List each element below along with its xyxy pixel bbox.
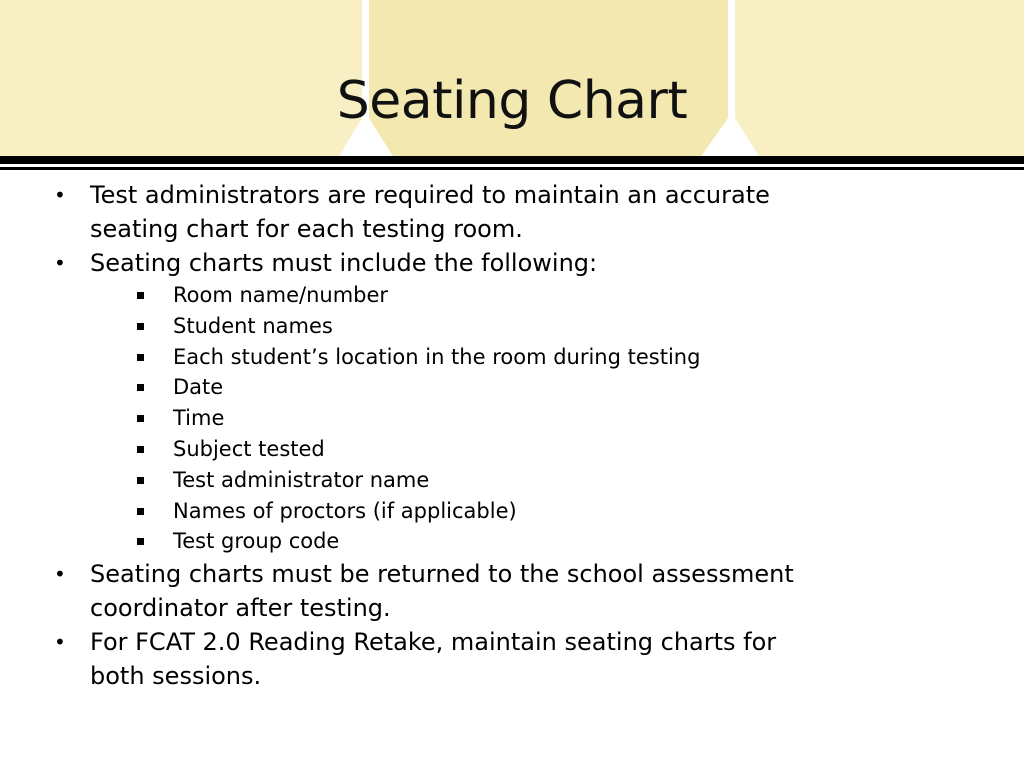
- bullet-list: [0, 178, 1024, 693]
- square-bullet-icon: [137, 354, 144, 361]
- bullet-text: Names of proctors (if applicable): [173, 498, 517, 523]
- sub-bullet-item: [0, 403, 873, 434]
- sub-bullet-item: [0, 342, 873, 373]
- title-rule-thick: [0, 156, 1024, 164]
- round-bullet-icon: •: [54, 251, 66, 275]
- square-bullet-icon: [137, 292, 144, 299]
- bullet-item: [0, 178, 830, 246]
- sub-bullet-item: [0, 526, 873, 557]
- page-title: Seating Chart: [336, 71, 688, 131]
- sub-bullet-item: [0, 280, 873, 311]
- round-bullet-icon: •: [54, 183, 66, 207]
- header-banner: [0, 0, 1024, 158]
- sub-bullet-item: [0, 496, 873, 527]
- sub-bullet-item: [0, 372, 873, 403]
- bullet-text: Test administrators are required to maintain an accurate seating chart for each testing room.: [90, 181, 770, 243]
- square-bullet-icon: [137, 415, 144, 422]
- bullet-text: Room name/number: [173, 283, 389, 307]
- square-bullet-icon: [137, 323, 144, 330]
- bullet-text: Test group code: [173, 529, 340, 554]
- bullet-text: Seating charts must include the following:: [90, 249, 598, 277]
- bullet-text: Seating charts must be returned to the school assessment coordinator after testing.: [90, 560, 794, 623]
- square-bullet-icon: [137, 384, 144, 391]
- sub-bullet-item: [0, 311, 873, 342]
- bullet-text: Test administrator name: [173, 467, 430, 492]
- square-bullet-icon: [137, 508, 144, 515]
- square-bullet-icon: [137, 446, 144, 453]
- bullet-text: Time: [173, 406, 225, 431]
- round-bullet-icon: •: [54, 630, 66, 655]
- bullet-text: Student names: [173, 313, 333, 338]
- bullet-item: [0, 557, 830, 625]
- sub-bullet-item: [0, 434, 873, 465]
- round-bullet-icon: •: [54, 562, 66, 587]
- title-rule-thin: [0, 167, 1024, 170]
- bullet-item: [0, 625, 830, 693]
- bullet-text: For FCAT 2.0 Reading Retake, maintain seating charts for both sessions.: [90, 628, 777, 691]
- bullet-text: Subject tested: [173, 436, 325, 461]
- square-bullet-icon: [137, 538, 144, 545]
- sub-bullet-item: [0, 465, 873, 496]
- bullet-item: [0, 246, 830, 280]
- square-bullet-icon: [137, 477, 144, 484]
- bullet-text: Date: [173, 375, 224, 400]
- bullet-text: Each student’s location in the room during testing: [173, 344, 701, 369]
